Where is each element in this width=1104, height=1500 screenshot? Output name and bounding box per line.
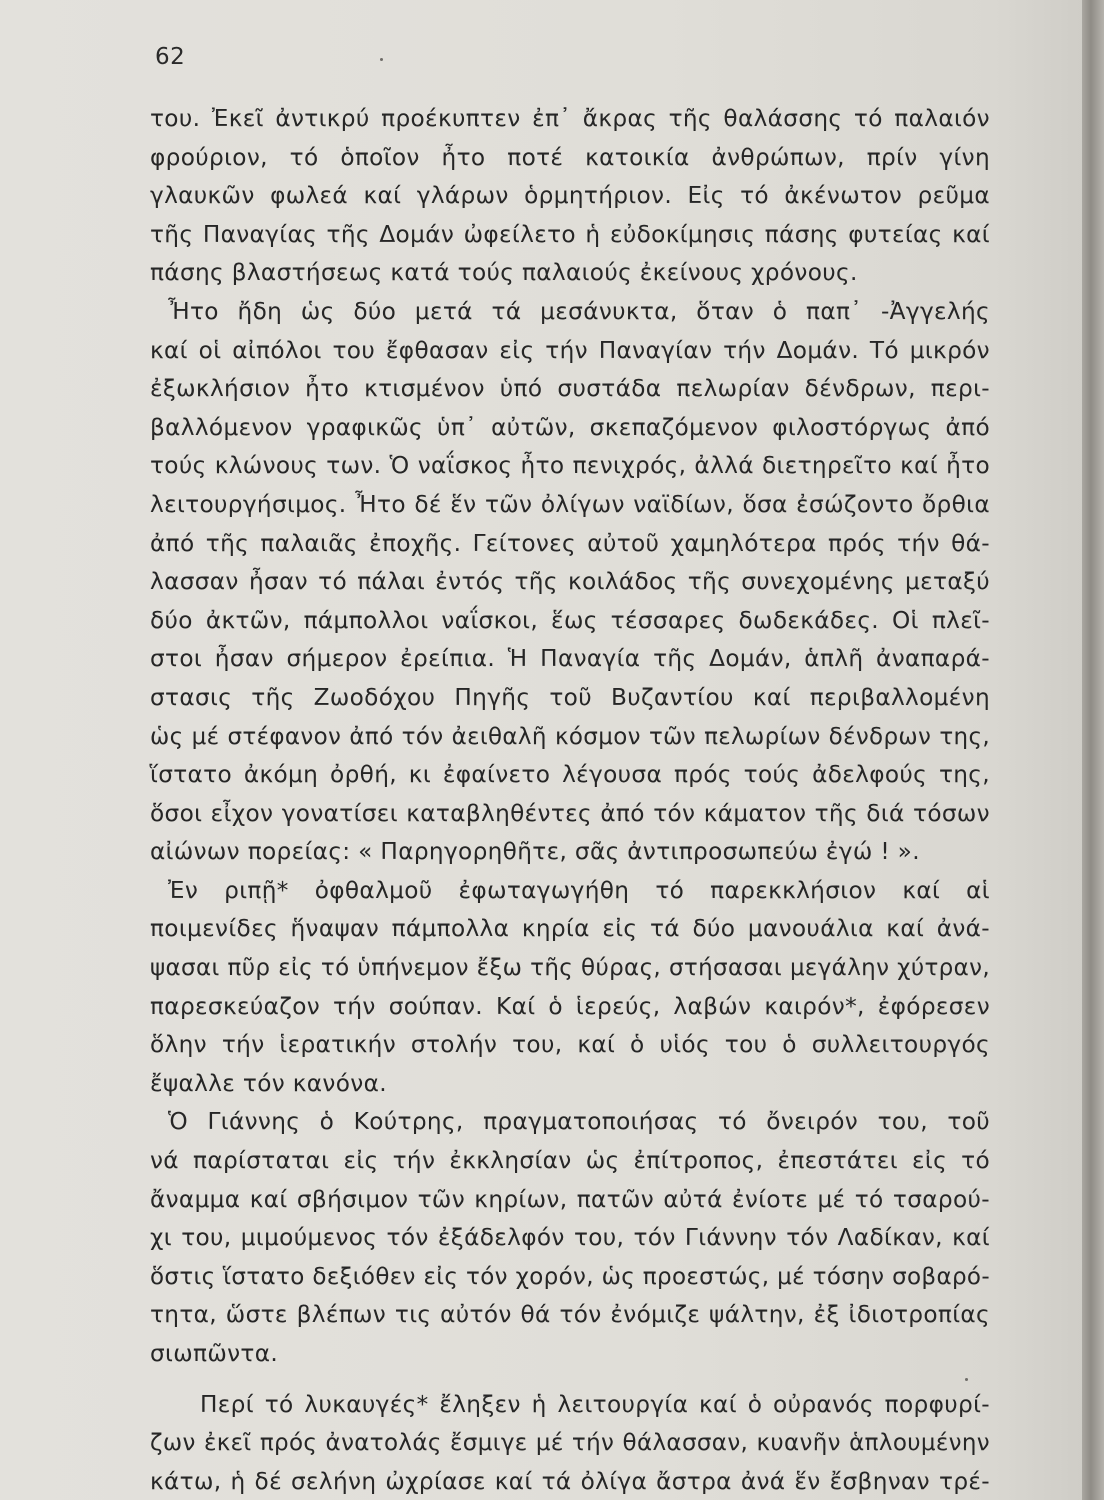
paragraph-gap: [150, 1374, 990, 1386]
text-line: Ἐν ριπῇ* ὀφθαλμοῦ ἐφωταγωγήθη τό παρεκκλήσιον καί αἱ: [168, 876, 990, 904]
text-line: καί οἱ αἰπόλοι του ἔφθασαν εἰς τήν Παναγίαν τήν Δομάν. Τό μικρόν: [150, 336, 990, 364]
text-line: στασις τῆς Ζωοδόχου Πηγῆς τοῦ Βυζαντίου καί περιβαλλομένη: [150, 683, 990, 711]
text-line: τῆς Παναγίας τῆς Δομάν ὠφείλετο ἡ εὐδοκίμησις πάσης φυτείας καί: [150, 220, 990, 248]
text-line: Περί τό λυκαυγές* ἔληξεν ἡ λειτουργία καί ὁ οὐρανός πορφυρί-: [200, 1390, 990, 1418]
text-line: ἵστατο ἀκόμη ὀρθή, κι ἐφαίνετο λέγουσα πρός τούς ἀδελφούς της,: [150, 761, 990, 789]
text-line: ψασαι πῦρ εἰς τό ὑπήνεμον ἔξω τῆς θύρας, στήσασαι μεγάλην χύτραν,: [150, 955, 990, 982]
text-line: τούς κλώνους των. Ὁ ναΐσκος ἦτο πενιχρός, ἀλλά διετηρεῖτο καί ἦτο: [150, 452, 990, 480]
text-line: ἄναμμα καί σβήσιμον τῶν κηρίων, πατῶν αὐτά ἐνίοτε μέ τό τσαρού-: [150, 1185, 990, 1213]
text-line: νά παρίσταται εἰς τήν ἐκκλησίαν ὡς ἐπίτροπος, ἐπεστάτει εἰς τό: [150, 1147, 990, 1175]
page-number: 62: [155, 44, 186, 70]
text-line: ποιμενίδες ἥναψαν πάμπολλα κηρία εἰς τά δύο μανουάλια καί ἀνά-: [150, 915, 990, 943]
text-line: ἐξωκλήσιον ἦτο κτισμένον ὑπό συστάδα πελωρίαν δένδρων, περι-: [150, 375, 990, 403]
text-line: βαλλόμενον γραφικῶς ὑπ᾽ αὐτῶν, σκεπαζόμενον φιλοστόργως ἀπό: [150, 413, 990, 441]
text-line: ὅσοι εἶχον γονατίσει καταβληθέντες ἀπό τόν κάματον τῆς διά τόσων: [150, 799, 990, 827]
text-line: γλαυκῶν φωλεά καί γλάρων ὁρμητήριον. Εἰς τό ἀκένωτον ρεῦμα: [150, 182, 990, 210]
text-line: ὅλην τήν ἱερατικήν στολήν του, καί ὁ υἱός του ὁ συλλειτουργός: [150, 1031, 990, 1059]
paper-speck: [380, 58, 383, 61]
text-line: λασσαν ἦσαν τό πάλαι ἐντός τῆς κοιλάδος τῆς συνεχομένης μεταξύ: [150, 568, 990, 596]
text-line: στοι ἦσαν σήμερον ἐρείπια. Ἡ Παναγία τῆς Δομάν, ἁπλῆ ἀναπαρά-: [150, 645, 990, 673]
text-line: ἔψαλλε τόν κανόνα.: [150, 1069, 387, 1097]
text-line: του. Ἐκεῖ ἀντικρύ προέκυπτεν ἐπ᾽ ἄκρας τῆς θαλάσσης τό παλαιόν: [150, 105, 990, 132]
text-line: τητα, ὥστε βλέπων τις αὐτόν θά τόν ἐνόμιζε ψάλτην, ἐξ ἰδιοτροπίας: [150, 1301, 990, 1329]
text-line: παρεσκεύαζον τήν σούπαν. Καί ὁ ἱερεύς, λαβών καιρόν*, ἐφόρεσεν: [150, 992, 990, 1020]
text-line: Ἦτο ἤδη ὡς δύο μετά τά μεσάνυκτα, ὅταν ὁ παπ᾽ -Ἀγγελής: [168, 297, 990, 325]
text-line: αἰώνων πορείας: « Παρηγορηθῆτε, σᾶς ἀντιπροσωπεύω ἐγώ ! ».: [150, 838, 920, 866]
text-line: δύο ἀκτῶν, πάμπολλοι ναΐσκοι, ἕως τέσσαρες δωδεκάδες. Οἱ πλεῖ-: [150, 606, 990, 634]
paper-speck: [965, 1378, 968, 1381]
text-line: σιωπῶντα.: [150, 1340, 279, 1367]
body-text: [150, 100, 990, 1500]
text-line: λειτουργήσιμος. Ἦτο δέ ἕν τῶν ὀλίγων ναϊδίων, ὅσα ἐσώζοντο ὄρθια: [150, 490, 990, 518]
text-line: φρούριον, τό ὁποῖον ἦτο ποτέ κατοικία ἀνθρώπων, πρίν γίνη: [150, 143, 990, 171]
text-line: πάσης βλαστήσεως κατά τούς παλαιούς ἐκείνους χρόνους.: [150, 259, 858, 287]
text-line: χι του, μιμούμενος τόν ἐξάδελφόν του, τόν Γιάννην τόν Λαδίκαν, καί: [150, 1224, 990, 1252]
text-line: ὅστις ἵστατο δεξιόθεν εἰς τόν χορόν, ὡς προεστώς, μέ τόσην σοβαρό-: [150, 1263, 990, 1290]
text-line: κάτω, ἡ δέ σελήνη ὠχρίασε καί τά ὀλίγα ἄστρα ἀνά ἕν ἔσβηναν τρέ-: [150, 1467, 990, 1495]
text-line: ἀπό τῆς παλαιᾶς ἐποχῆς. Γείτονες αὐτοῦ χαμηλότερα πρός τήν θά-: [150, 529, 990, 557]
page-edge-shadow: [1082, 0, 1104, 1500]
text-line: Ὁ Γιάννης ὁ Κούτρης, πραγματοποιήσας τό ὄνειρόν του, τοῦ: [168, 1108, 990, 1136]
text-line: ὡς μέ στέφανον ἀπό τόν ἀειθαλῆ κόσμον τῶν πελωρίων δένδρων της,: [150, 723, 990, 750]
text-line: ζων ἐκεῖ πρός ἀνατολάς ἔσμιγε μέ τήν θάλασσαν, κυανῆν ἁπλουμένην: [150, 1430, 990, 1457]
